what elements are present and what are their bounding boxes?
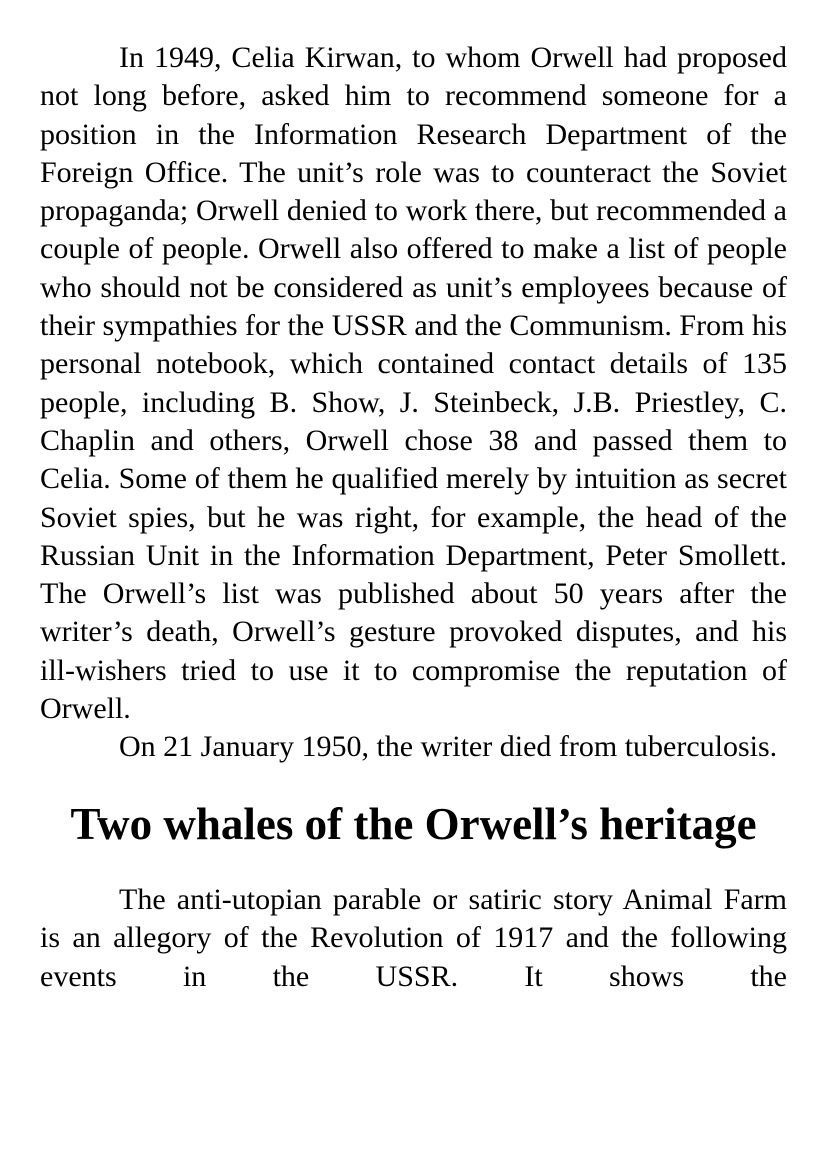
section-heading: Two whales of the Orwell’s heritage (70, 798, 757, 849)
paragraph-orwell-death: On 21 January 1950, the writer died from tuberculosis. (119, 730, 778, 764)
paragraph-animal-farm: The anti-utopian parable or satiric story Animal Farm is an allegory of the Revolution of 1917 and the following events in the USSR. It shows the (40, 882, 787, 993)
document-page (40, 39, 787, 996)
paragraph-orwell-list: In 1949, Celia Kirwan, to whom Orwell had proposed not long before, asked him to recommend someone for a position in the Information Research Department of the Foreign Office. The unit’s role was to counteract the Soviet propaganda; Orwell denied to work there, but recommended a couple of people. Orwell also offered to make a list of people who should not be considered as unit’s employees because of their sympathies for the USSR and the Communism. From his personal notebook, which contained contact details of 135 people, including B. Show, J. Steinbeck, J.B. Priestley, C. Chaplin and others, Orwell chose 38 and passed them to Celia. Some of them he qualified merely by intuition as secret Soviet spies, but he was right, for example, the head of the Russian Unit in the Information Department, Peter Smollett. The Orwell’s list was published about 50 years after the writer’s death, Orwell’s gesture provoked disputes, and his ill-wishers tried to use it to compromise the reputation of Orwell. (40, 41, 787, 726)
